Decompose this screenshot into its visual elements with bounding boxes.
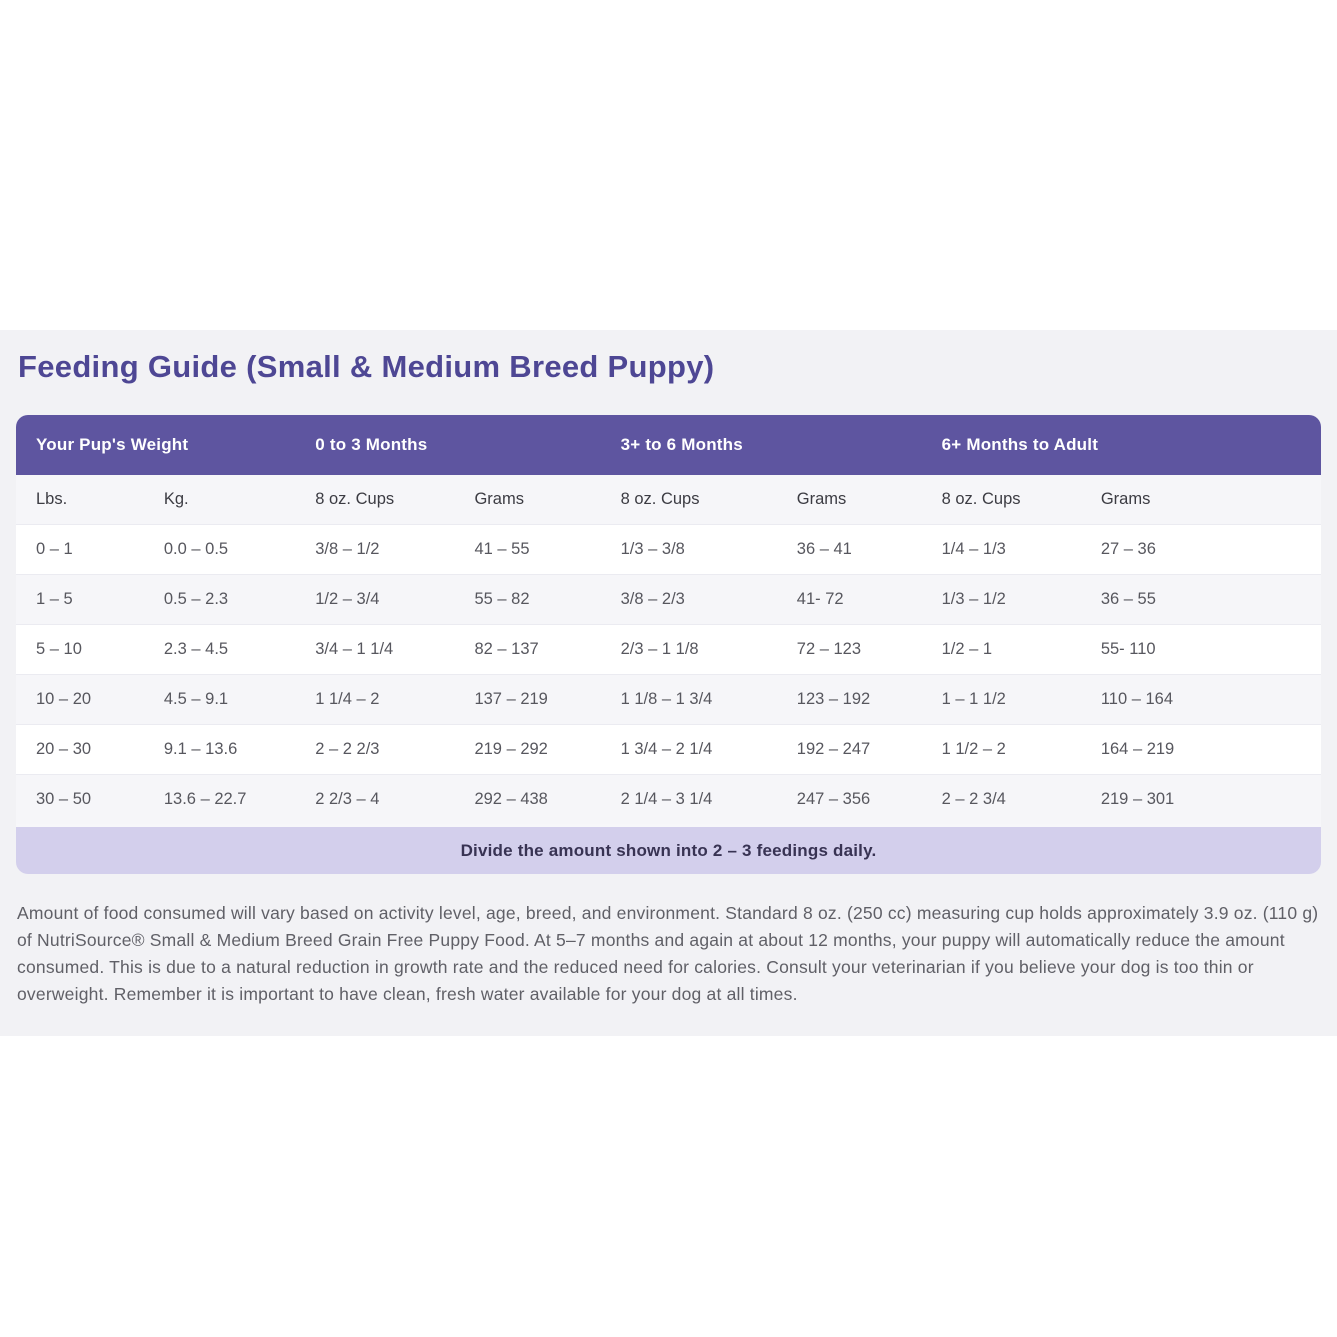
table-cell: 82 – 137 [454,624,600,674]
table-row [16,674,1321,724]
table-footer-row [16,824,1321,874]
column-header-cups-2: 8 oz. Cups [601,475,777,524]
table-row [16,624,1321,674]
column-header-kg: Kg. [144,475,295,524]
table-row [16,724,1321,774]
table-cell: 3/8 – 1/2 [295,524,454,574]
table-cell: 110 – 164 [1081,674,1321,724]
table-cell: 4.5 – 9.1 [144,674,295,724]
table-cell: 2.3 – 4.5 [144,624,295,674]
table-cell: 0.0 – 0.5 [144,524,295,574]
table-group-header-row [16,415,1321,475]
table-cell: 55- 110 [1081,624,1321,674]
table-cell: 247 – 356 [777,774,922,824]
table-cell: 219 – 292 [454,724,600,774]
table-cell: 3/4 – 1 1/4 [295,624,454,674]
group-header-weight: Your Pup's Weight [16,415,295,475]
table-cell: 41 – 55 [454,524,600,574]
table-cell: 20 – 30 [16,724,144,774]
group-header-6-months-adult: 6+ Months to Adult [922,415,1321,475]
page-top-whitespace [0,0,1337,330]
feeding-guide-table [16,415,1321,874]
section-title: Feeding Guide (Small & Medium Breed Puppy) [18,349,715,384]
table-cell: 55 – 82 [454,574,600,624]
table-cell: 1/3 – 1/2 [922,574,1081,624]
table-cell: 36 – 41 [777,524,922,574]
table-cell: 36 – 55 [1081,574,1321,624]
group-header-3-6-months: 3+ to 6 Months [601,415,922,475]
table-cell: 219 – 301 [1081,774,1321,824]
column-header-cups-3: 8 oz. Cups [922,475,1081,524]
table-cell: 10 – 20 [16,674,144,724]
feeding-frequency-note: Divide the amount shown into 2 – 3 feedings daily. [16,824,1321,874]
table-cell: 2 2/3 – 4 [295,774,454,824]
table-cell: 2 1/4 – 3 1/4 [601,774,777,824]
table-cell: 1 1/8 – 1 3/4 [601,674,777,724]
table-cell: 123 – 192 [777,674,922,724]
table-cell: 41- 72 [777,574,922,624]
table-cell: 9.1 – 13.6 [144,724,295,774]
table-cell: 13.6 – 22.7 [144,774,295,824]
table-cell: 5 – 10 [16,624,144,674]
table-cell: 292 – 438 [454,774,600,824]
table-column-header-row [16,475,1321,524]
feeding-guide-section [0,330,1337,1036]
column-header-lbs: Lbs. [16,475,144,524]
table-row [16,574,1321,624]
table-cell: 164 – 219 [1081,724,1321,774]
table-row [16,524,1321,574]
table-cell: 0.5 – 2.3 [144,574,295,624]
feeding-guide-description: Amount of food consumed will vary based on activity level, age, breed, and environment. Standard 8 oz. (250 cc) measuring cup holds approximately 3.9 oz. (110 g) of NutriSource® Small & Medium Breed Grain Free Puppy Food. At 5–7 months and again at about 12 months, your puppy will automatically reduce the amount consumed. This is due to a natural reduction in growth rate and the reduced need for calories. Consult your veterinarian if you believe your dog is too thin or overweight. Remember it is important to have clean, fresh water available for your dog at all times. [17,903,1319,1004]
table-cell: 2 – 2 3/4 [922,774,1081,824]
column-header-grams-1: Grams [454,475,600,524]
table-cell: 0 – 1 [16,524,144,574]
table-cell: 1 1/2 – 2 [922,724,1081,774]
table-cell: 1/2 – 1 [922,624,1081,674]
table-cell: 1 – 1 1/2 [922,674,1081,724]
table-cell: 1/4 – 1/3 [922,524,1081,574]
feeding-table-wrapper [16,415,1321,874]
table-cell: 72 – 123 [777,624,922,674]
table-row [16,774,1321,824]
table-cell: 1 – 5 [16,574,144,624]
table-cell: 1/3 – 3/8 [601,524,777,574]
group-header-0-3-months: 0 to 3 Months [295,415,600,475]
table-cell: 2 – 2 2/3 [295,724,454,774]
column-header-cups-1: 8 oz. Cups [295,475,454,524]
table-cell: 137 – 219 [454,674,600,724]
table-cell: 1/2 – 3/4 [295,574,454,624]
table-cell: 1 1/4 – 2 [295,674,454,724]
column-header-grams-3: Grams [1081,475,1321,524]
table-cell: 3/8 – 2/3 [601,574,777,624]
table-cell: 192 – 247 [777,724,922,774]
column-header-grams-2: Grams [777,475,922,524]
table-cell: 27 – 36 [1081,524,1321,574]
table-cell: 2/3 – 1 1/8 [601,624,777,674]
table-cell: 1 3/4 – 2 1/4 [601,724,777,774]
table-cell: 30 – 50 [16,774,144,824]
